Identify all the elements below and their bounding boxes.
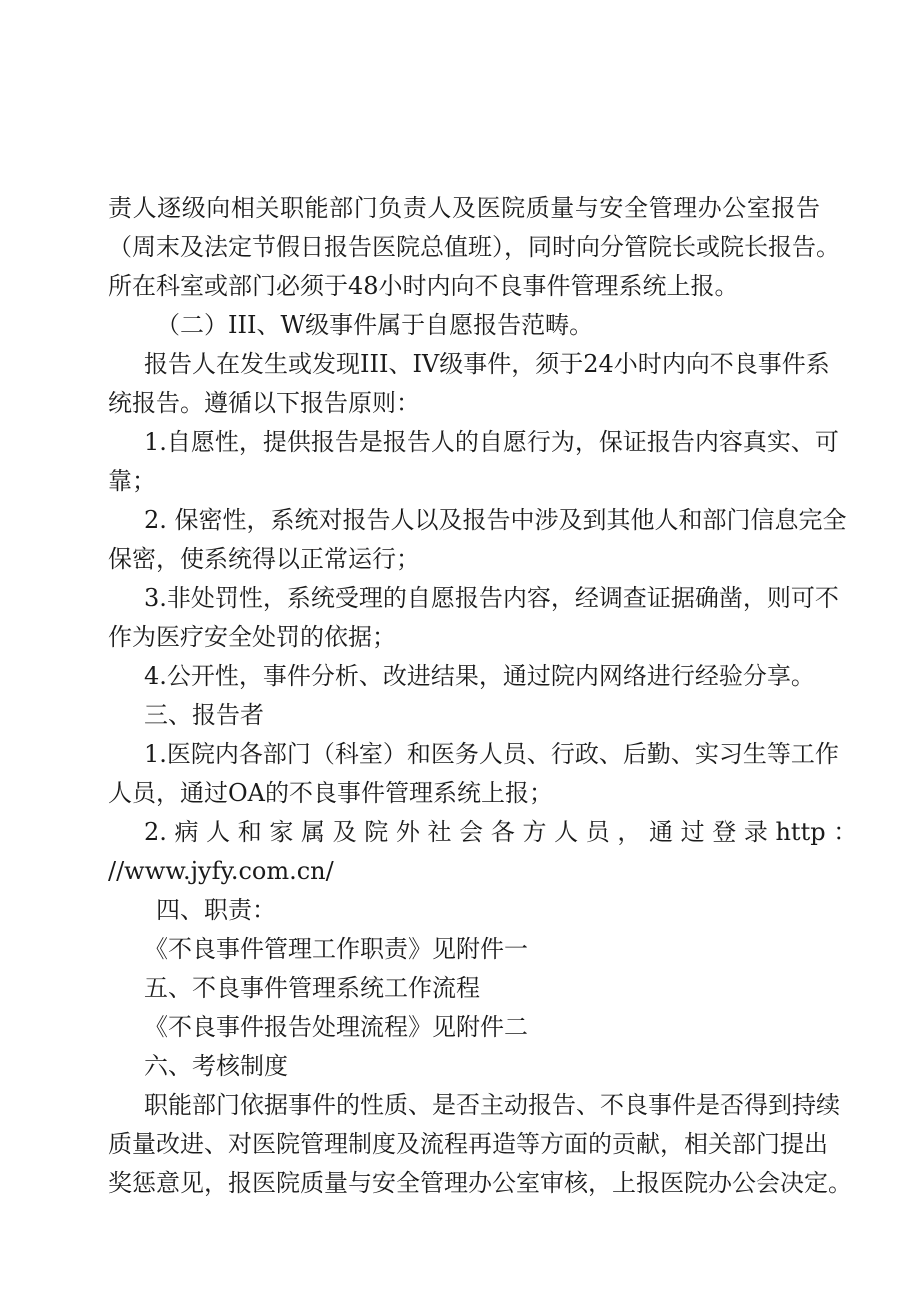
- section-heading: 四、职责：: [156, 896, 276, 924]
- text-line: 保密，使系统得以正常运行；: [108, 545, 420, 573]
- section-heading: 六、考核制度: [144, 1052, 288, 1080]
- text-line: 质量改进、对医院管理制度及流程再造等方面的贡献，相关部门提出: [108, 1130, 828, 1158]
- text-line: 人员，通过OA的不良事件管理系统上报；: [108, 779, 554, 807]
- section-heading: 三、报告者: [144, 701, 264, 729]
- list-item: 4.公开性，事件分析、改进结果，通过院内网络进行经验分享。: [144, 662, 815, 690]
- text-line: 所在科室或部门必须于48小时内向不良事件管理系统上报。: [108, 272, 739, 300]
- text-line: 《不良事件管理工作职责》见附件一: [144, 935, 528, 963]
- section-heading: （二）III、W级事件属于自愿报告范畴。: [156, 311, 594, 339]
- list-item: 1.医院内各部门（科室）和医务人员、行政、后勤、实习生等工作: [144, 740, 839, 768]
- list-item: 1.自愿性，提供报告是报告人的自愿行为，保证报告内容真实、可: [144, 428, 839, 456]
- text-line: （周末及法定节假日报告医院总值班），同时向分管院长或院长报告。: [108, 233, 840, 261]
- text-line: 靠；: [108, 467, 156, 495]
- list-item: 2. 保密性，系统对报告人以及报告中涉及到其他人和部门信息完全: [144, 506, 847, 534]
- text-line: 职能部门依据事件的性质、是否主动报告、不良事件是否得到持续: [144, 1091, 840, 1119]
- list-item: 2. 病 人 和 家 属 及 院 外 社 会 各 方 人 员 ， 通 过 登 录 http ：: [144, 818, 858, 846]
- text-line: 奖惩意见，报医院质量与安全管理办公室审核，上报医院办公会决定。: [108, 1169, 852, 1197]
- section-heading: 五、不良事件管理系统工作流程: [144, 974, 480, 1002]
- text-line: 作为医疗安全处罚的依据；: [108, 623, 396, 651]
- text-line: 责人逐级向相关职能部门负责人及医院质量与安全管理办公室报告: [108, 194, 820, 222]
- text-line: 《不良事件报告处理流程》见附件二: [144, 1013, 528, 1041]
- list-item: 3.非处罚性，系统受理的自愿报告内容，经调查证据确凿，则可不: [144, 584, 839, 612]
- text-line: 报告人在发生或发现III、IV级事件，须于24小时内向不良事件系: [144, 350, 830, 378]
- url-text: //www.jyfy.com.cn/: [108, 857, 334, 885]
- text-line: 统报告。遵循以下报告原则：: [108, 389, 420, 417]
